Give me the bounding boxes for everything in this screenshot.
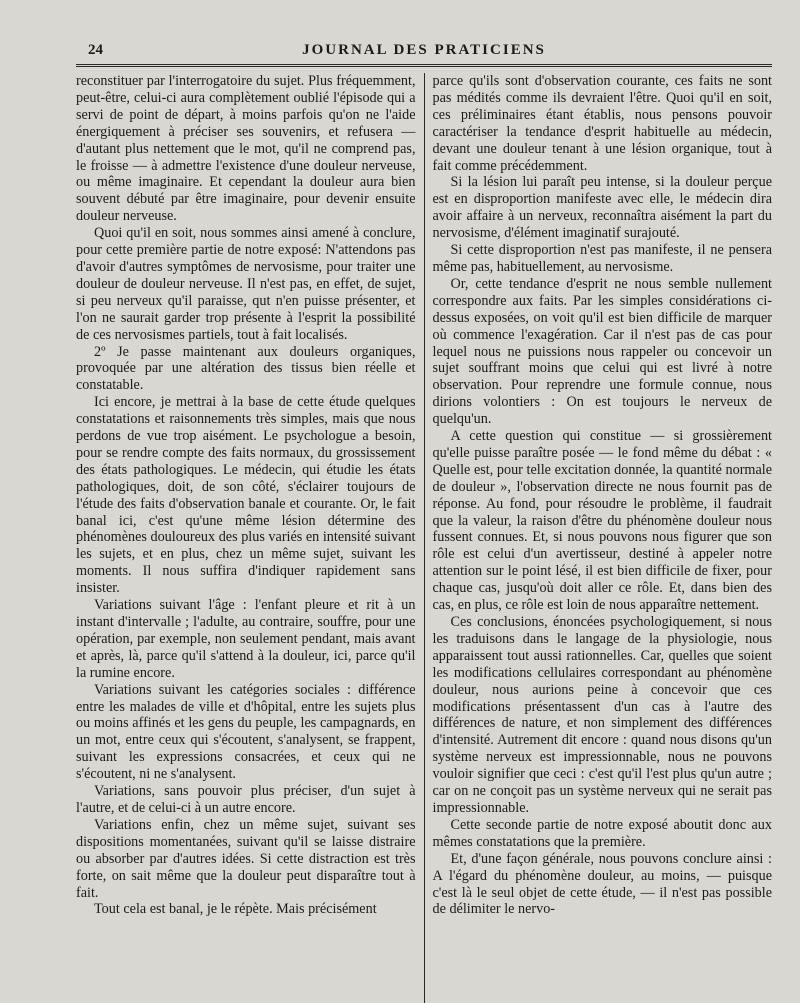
paragraph: Ici encore, je mettrai à la base de cette étude quelques constatations et raisonnements très simples, mais que nous perdons de vue trop aisément. Le psychologue a besoin, pour se rendre compte des faits normaux, du grossissement des états pathologiques. Le médecin, qui étudie les états pathologiques, doit, de son côté, s'éclairer toujours de l'étude des faits d'observation banale et courante. Or, le fait banal ici, c'est qu'une même lésion détermine des phénomènes douloureux des plus variés en intensité suivant les sujets, et en plus, chez un même sujet, suivant les moments. Il nous suffira d'indiquer rapidement sans insister. bbox=[76, 394, 416, 597]
column-divider bbox=[424, 73, 425, 1003]
paragraph: Variations suivant l'âge : l'enfant pleure et rit à un instant d'intervalle ; l'adulte, au contraire, souffre, pour une opération, par exemple, non seulement pendant, mais avant et après, là, parce qu'il s'attend à la douleur, ici, parce qu'il la rumine encore. bbox=[76, 597, 416, 681]
paragraph: parce qu'ils sont d'observation courante, ces faits ne sont pas médités comme ils devraient l'être. Quoi qu'il en soit, ces préliminaires étant établis, nous pensons pouvoir caractériser la tendance d'esprit habituelle au médecin, devant une douleur tenant à une lésion organique, tout à fait comme précédemment. bbox=[432, 73, 772, 174]
paragraph: Si la lésion lui paraît peu intense, si la douleur perçue est en disproportion manifeste avec elle, le médecin dira avoir affaire à un nerveux, reconnaîtra aisément la part du nervosisme, d'élément imaginatif surajouté. bbox=[432, 174, 772, 242]
paragraph: Et, d'une façon générale, nous pouvons conclure ainsi : A l'égard du phénomène douleur, au moins, — puisque c'est là le seul objet de cette étude, — il n'est pas possible de délimiter le nervo- bbox=[432, 850, 772, 918]
page-number: 24 bbox=[88, 42, 103, 58]
paragraph: Tout cela est banal, je le répète. Mais précisément bbox=[94, 901, 377, 918]
text-columns bbox=[76, 73, 772, 1003]
paragraph: A cette question qui constitue — si grossièrement qu'elle puisse paraître posée — le fond même du débat : « Quelle est, pour telle excitation donnée, la quantité normale de douleur », l'observation directe ne nous fournit pas de réponse. Au fond, pour résoudre le problème, il faudrait que la valeur, la raison d'être du phénomène douleur nous fussent connues. Et, si nous pouvons nous figurer que son rôle est celui d'un avertisseur, destiné à appeler notre attention sur le point lésé, il est bien difficile de fixer, pour chaque cas, jusqu'où doit aller ce rôle. Et, dans bien des cas, en plus, ce rôle est loin de nous apparaître nettement. bbox=[432, 428, 772, 614]
paragraph: Or, cette tendance d'esprit ne nous semble nullement correspondre aux faits. Par les simples considérations ci-dessus exposées, on voit qu'il est bien difficile de marquer où commence l'exagération. Car il n'est pas de cas pour lequel nous ne puissions nous rappeler ou concevoir un sujet souffrant moins que celui qui est livré à notre observation. Pour reprendre une formule connue, nous dirions volontiers : On est toujours le nerveux de quelqu'un. bbox=[432, 275, 772, 428]
paragraph: Variations, sans pouvoir plus préciser, d'un sujet à l'autre, et de celui-ci à un autre encore. bbox=[76, 783, 416, 816]
page-header bbox=[76, 36, 772, 60]
paragraph: reconstituer par l'interrogatoire du sujet. Plus fréquemment, peut-être, celui-ci aura complètement oublié l'épisode qui a servi de point de départ, à moins parfois qu'on ne l'aide énergiquement à préciser ses souvenirs, et refusera — d'autant plus nettement que le mot, qu'il ne comprend pas, le froisse — à admettre l'existence d'une douleur nerveuse, ou même imaginaire. Et cependant la douleur aura bien souvent débuté par être imaginaire, pour devenir ensuite douleur nerveuse. bbox=[76, 73, 416, 225]
paragraph: Si cette disproportion n'est pas manifeste, il ne pensera même pas, habituellement, au nervosisme. bbox=[432, 242, 772, 275]
paragraph: Ces conclusions, énoncées psychologiquement, si nous les traduisons dans le langage de la physiologie, nous apparaissent tout aussi rationnelles. Car, quelles que soient les modifications cellulaires correspondant au phénomène douleur, nous aurions peine à concevoir que ces modifications présentassent d'un cas à l'autre des différences de nature, et non simplement des différences d'intensité. Autrement dit encore : quand nous disons qu'un système nerveux est impressionnable, nous ne pouvons vouloir signifier que ceci : c'est qu'il l'est plus qu'un autre ; car on ne conçoit pas un système nerveux qui ne serait pas impressionnable. bbox=[432, 614, 772, 816]
header-rule bbox=[76, 64, 772, 67]
paragraph: Cette seconde partie de notre exposé aboutit donc aux mêmes constatations que la première. bbox=[432, 816, 772, 850]
paragraph: Variations suivant les catégories sociales : différence entre les malades de ville et d'hôpital, entre les sujets plus ou moins affinés et les gens du peuple, les campagnards, en un mot, entre ceux qui s'écoutent, s'analysent, se frappent, suivant les expressions consacrées, et ceux qui ne s'écoutent, ni ne s'analysent. bbox=[76, 681, 416, 783]
right-column bbox=[427, 73, 773, 1003]
paragraph: Quoi qu'il en soit, nous sommes ainsi amené à conclure, pour cette première partie de notre exposé: N'attendons pas d'avoir d'autres symptômes de nervosisme, pour traiter une douleur de douleur nerveuse. Il n'est pas, en effet, de sujet, si peu nerveux qu'il paraisse, qut n'en puisse présenter, et l'on ne saurait garder trop présente à l'esprit la possibilité de ces nervosismes partiels, tout à fait localisés. bbox=[76, 225, 416, 343]
journal-title: JOURNAL DES PRATICIENS bbox=[302, 42, 546, 58]
paragraph: Variations enfin, chez un même sujet, suivant ses dispositions momentanées, suivant qu'il se laisse distraire ou absorber par d'autres idées. Si cette distraction est très forte, on sait même que la douleur peut disparaître tout à fait. bbox=[76, 816, 416, 901]
left-column bbox=[76, 73, 422, 1003]
paragraph: 2º Je passe maintenant aux douleurs organiques, provoquée par une altération des tissus bien réelle et constatable. bbox=[76, 343, 416, 394]
